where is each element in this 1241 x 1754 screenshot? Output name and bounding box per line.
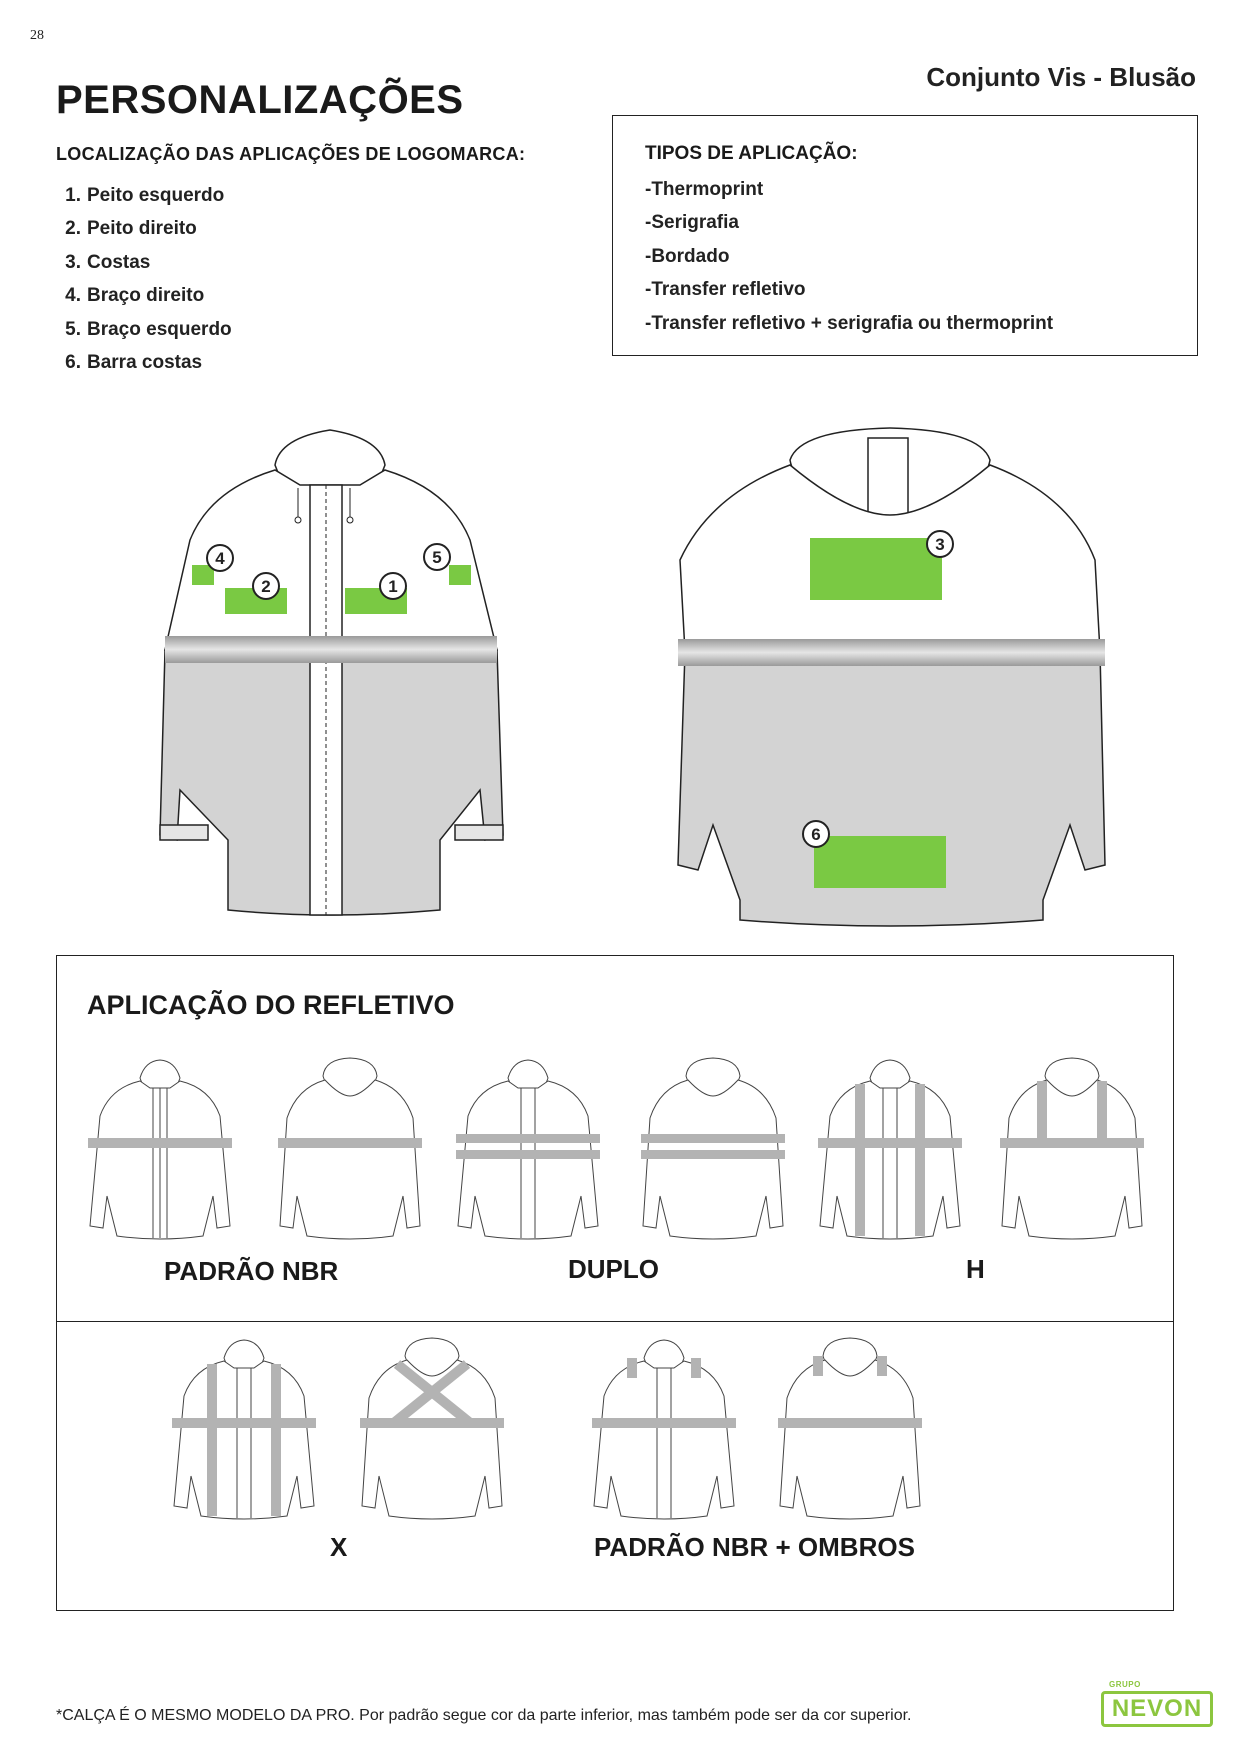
reflective-heading: APLICAÇÃO DO REFLETIVO [87,990,455,1020]
marker-2-label: 2 [261,577,271,596]
type-item: -Transfer refletivo + serigrafia ou thermoprint [645,312,1054,334]
page-title: PERSONALIZAÇÕES [56,78,464,122]
back-hood-center-panel [868,438,908,518]
list-label: Barra costas [87,351,203,373]
brand-logo [1101,1680,1213,1732]
back-reflective-band [678,639,1105,666]
front-jacket [160,430,503,915]
list-label: Peito esquerdo [87,185,225,206]
type-item: -Thermoprint [645,179,764,200]
list-item [56,184,232,217]
reflective-divider [57,1321,1173,1322]
reflective-section [56,955,1174,1611]
list-number: 4. [65,285,81,307]
variant-label-h: H [966,1254,985,1284]
marker-2 [253,573,279,599]
list-label: Braço direito [87,285,205,307]
brand-name: NEVON [1101,1691,1213,1727]
front-left-cuff [160,825,208,840]
thumb-duplo-back [638,1056,788,1246]
variant-label-padrao-nbr: PADRÃO NBR [164,1256,339,1286]
list-number: 5. [65,318,81,340]
thumb-x-front [169,1336,319,1526]
list-label: Braço esquerdo [87,318,232,340]
variant-label-x: X [330,1532,348,1562]
list-item [56,217,232,250]
footnote: *CALÇA É O MESMO MODELO DA PRO. Por padrão segue cor da parte inferior, mas também pode ser da cor superior. [56,1707,912,1724]
thumb-x-back [357,1336,507,1526]
list-item [56,284,232,317]
thumb-h-front [815,1056,965,1246]
locations-heading: LOCALIZAÇÃO DAS APLICAÇÕES DE LOGOMARCA: [56,144,526,164]
front-drawstring-left-tip [295,517,301,523]
list-label: Costas [87,251,151,273]
thumb-padrao-nbr-ombros-front [589,1336,739,1526]
thumb-h-back [997,1056,1147,1246]
marker-5-label: 5 [432,548,442,567]
list-item [56,318,232,351]
marker-4-label: 4 [215,549,225,568]
types-heading: TIPOS DE APLICAÇÃO: [645,143,858,164]
logo-area-left-arm [449,565,471,585]
front-reflective-band [165,636,497,663]
list-number: 2. [65,218,81,240]
page-number: 28 [30,28,44,43]
thumb-padrao-nbr-ombros-back [775,1336,925,1526]
front-drawstring-right-tip [347,517,353,523]
marker-1 [380,573,406,599]
marker-1-label: 1 [388,577,398,596]
list-number: 3. [65,251,81,273]
thumb-padrao-nbr-front [85,1056,235,1246]
locations-list [56,184,232,384]
type-item: -Transfer refletivo [645,279,806,301]
type-item: -Serigrafia [645,212,739,234]
logo-area-back [810,538,942,600]
brand-group-label: GRUPO [1109,1680,1141,1689]
product-name: Conjunto Vis - Blusão [926,62,1196,92]
list-number: 6. [65,351,81,373]
list-number: 1. [65,185,81,206]
list-item [56,251,232,284]
front-right-cuff [455,825,503,840]
thumb-duplo-front [453,1056,603,1246]
logo-area-back-hem [814,836,946,888]
marker-5 [424,544,450,570]
marker-4 [207,545,233,571]
thumb-padrao-nbr-back [275,1056,425,1246]
list-label: Peito direito [87,218,197,240]
marker-6 [803,821,829,847]
application-types-box [612,115,1198,356]
marker-6-label: 6 [811,825,821,844]
variant-label-duplo: DUPLO [568,1254,659,1284]
list-item [56,351,232,384]
marker-3 [927,531,953,557]
marker-3-label: 3 [935,535,945,554]
jacket-placement-illustration [150,420,1110,940]
variant-label-padrao-nbr-ombros: PADRÃO NBR + OMBROS [594,1532,915,1562]
type-item: -Bordado [645,245,730,267]
types-list [645,179,1197,346]
